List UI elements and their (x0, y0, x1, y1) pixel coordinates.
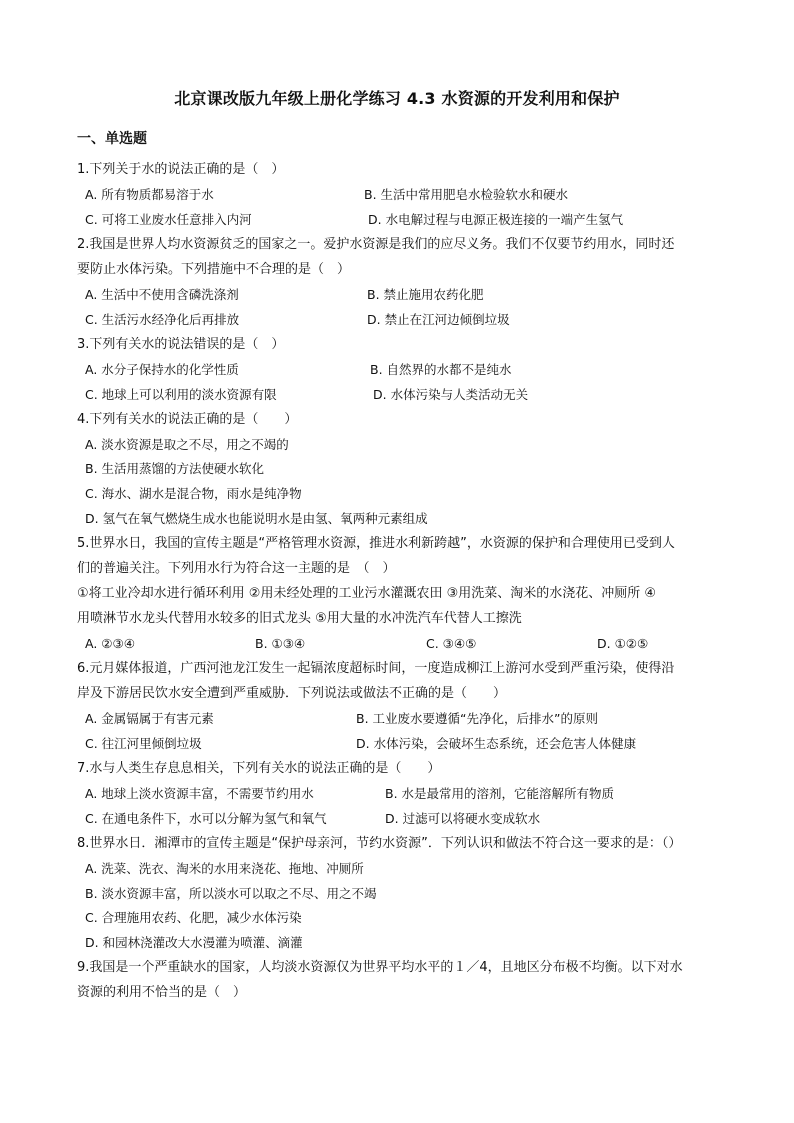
question-7-option-d: D. 过滤可以将硬水变成软水 (385, 811, 541, 826)
question-5-stem-line-2: 们的普遍关注。下列用水行为符合这一主题的是 （ ） (77, 561, 396, 576)
question-7-stem: 7.水与人类生存息息相关，下列有关水的说法正确的是（ ） (77, 761, 441, 776)
question-8-option-d: D. 和园林浇灌改大水漫灌为喷灌、滴灌 (85, 935, 303, 950)
question-9-stem-line-2: 资源的利用不恰当的是（ ） (77, 985, 247, 1000)
question-7-option-a: A. 地球上淡水资源丰富，不需要节约用水 (85, 786, 314, 801)
question-1-option-d: D. 水电解过程与电源正极连接的一端产生氢气 (368, 212, 624, 227)
question-4-option-a: A. 淡水资源是取之不尽，用之不竭的 (85, 437, 289, 452)
question-4-option-b: B. 生活用蒸馏的方法使硬水软化 (85, 461, 265, 476)
question-6-stem-line-1: 6.元月媒体报道，广西河池龙江发生一起镉浓度超标时间，一度造成柳江上游河水受到严重污染，使得沿 (77, 661, 675, 676)
question-5-stem-line-4: 用喷淋节水龙头代替用水较多的旧式龙头 ⑤用大量的水冲洗汽车代替人工擦洗 (77, 611, 522, 626)
section-heading: 一、单选题 (77, 131, 147, 147)
question-2-option-b: B. 禁止施用农药化肥 (367, 287, 484, 302)
question-1-option-a: A. 所有物质都易溶于水 (85, 187, 214, 202)
question-8-stem: 8.世界水日．湘潭市的宣传主题是“保护母亲河，节约水资源”．下列认识和做法不符合这一要求的是：（） (77, 836, 682, 851)
question-8-option-c: C. 合理施用农药、化肥，减少水体污染 (85, 910, 302, 925)
question-7-option-c: C. 在通电条件下，水可以分解为氢气和氧气 (85, 811, 327, 826)
question-6-stem-line-2: 岸及下游居民饮水安全遭到严重威胁．下列说法或做法不正确的是（ ） (77, 686, 507, 701)
question-1-option-b: B. 生活中常用肥皂水检验软水和硬水 (364, 187, 569, 202)
question-5-stem-line-1: 5.世界水日，我国的宣传主题是“严格管理水资源，推进水利新跨越”，水资源的保护和合理使用已受到人 (77, 536, 675, 551)
question-1-option-c: C. 可将工业废水任意排入内河 (85, 212, 252, 227)
question-6-option-d: D. 水体污染，会破坏生态系统，还会危害人体健康 (356, 736, 637, 751)
document-title: 北京课改版九年级上册化学练习 4.3 水资源的开发利用和保护 (174, 89, 620, 108)
question-8-option-b: B. 淡水资源丰富，所以淡水可以取之不尽、用之不竭 (85, 886, 377, 901)
question-3-stem: 3.下列有关水的说法错误的是（ ） (77, 337, 285, 352)
question-2-option-d: D. 禁止在江河边倾倒垃圾 (367, 312, 510, 327)
question-2-stem-line-2: 要防止水体污染。下列措施中不合理的是（ ） (77, 262, 351, 277)
question-4-option-c: C. 海水、湖水是混合物，雨水是纯净物 (85, 486, 302, 501)
question-5-option-b: B. ①③④ (255, 636, 306, 651)
question-8-option-a: A. 洗菜、洗衣、淘米的水用来浇花、拖地、冲厕所 (85, 861, 364, 876)
question-5-stem-line-3: ①将工业冷却水进行循环利用 ②用未经处理的工业污水灌溉农田 ③用洗菜、淘米的水浇花、冲厕所 ④ (77, 586, 657, 601)
question-2-option-a: A. 生活中不使用含磷洗涤剂 (85, 287, 239, 302)
question-2-option-c: C. 生活污水经净化后再排放 (85, 312, 240, 327)
question-2-stem-line-1: 2.我国是世界人均水资源贫乏的国家之一。爱护水资源是我们的应尽义务。我们不仅要节约用水，同时还 (77, 237, 675, 252)
question-3-option-c: C. 地球上可以利用的淡水资源有限 (85, 387, 277, 402)
question-9-stem-line-1: 9.我国是一个严重缺水的国家，人均淡水资源仅为世界平均水平的１／4，且地区分布极不均衡。以下对水 (77, 960, 683, 975)
question-4-option-d: D. 氢气在氧气燃烧生成水也能说明水是由氢、氧两种元素组成 (85, 511, 428, 526)
question-6-option-b: B. 工业废水要遵循“先净化，后排水”的原则 (356, 711, 598, 726)
question-6-option-c: C. 往江河里倾倒垃圾 (85, 736, 202, 751)
question-3-option-d: D. 水体污染与人类活动无关 (373, 387, 529, 402)
question-5-option-c: C. ③④⑤ (426, 636, 477, 651)
question-6-option-a: A. 金属镉属于有害元素 (85, 711, 214, 726)
question-5-option-d: D. ①②⑤ (597, 636, 649, 651)
question-5-option-a: A. ②③④ (85, 636, 135, 651)
question-3-option-b: B. 自然界的水都不是纯水 (370, 362, 512, 377)
question-3-option-a: A. 水分子保持水的化学性质 (85, 362, 239, 377)
question-1-stem: 1.下列关于水的说法正确的是（ ） (77, 162, 285, 177)
question-7-option-b: B. 水是最常用的溶剂，它能溶解所有物质 (385, 786, 615, 801)
question-4-stem: 4.下列有关水的说法正确的是（ ） (77, 412, 298, 427)
